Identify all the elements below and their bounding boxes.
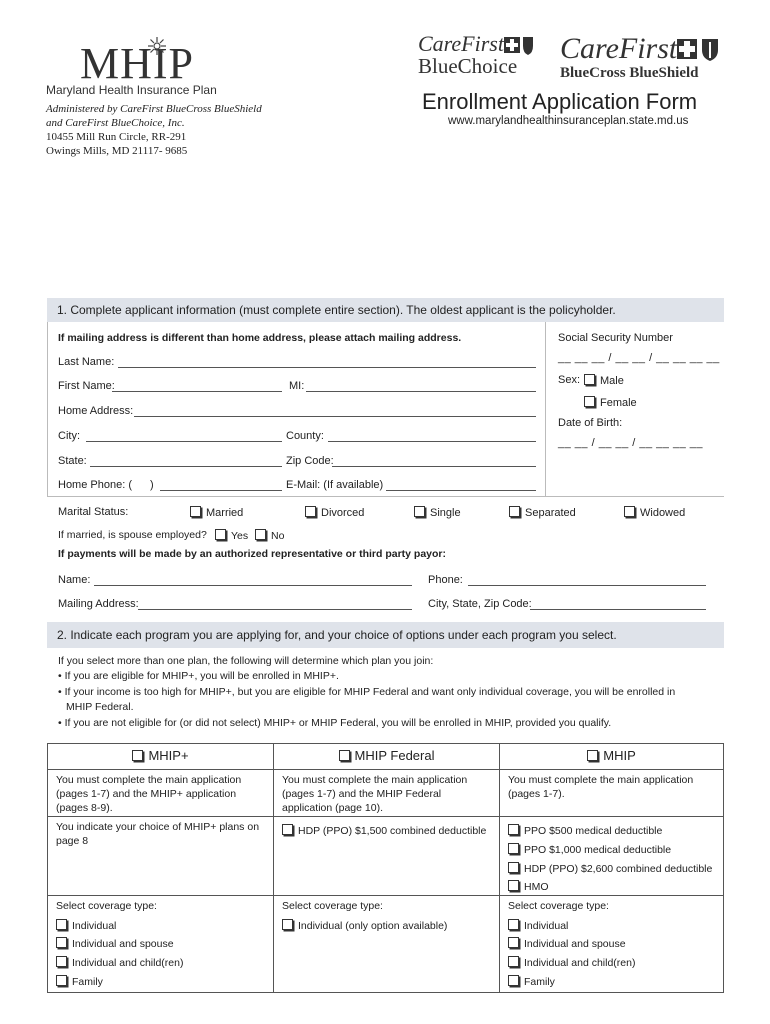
sex-label: Sex: [558, 374, 581, 386]
section1-box [47, 322, 724, 496]
first-name-field[interactable] [112, 391, 282, 392]
mhip-family-label: Family [524, 976, 555, 988]
section1-header: 1. Complete applicant information (must complete entire section). The oldest applicant is the policyholder. [47, 298, 724, 322]
mhip-children-option[interactable] [508, 956, 635, 969]
mhip-plus-children-label: Individual and child(ren) [72, 957, 184, 969]
spouse-yes-label: Yes [231, 530, 249, 542]
mhip-plus-checkbox[interactable] [132, 750, 143, 761]
mhip-plus-coverage-label: Select coverage type: [56, 900, 157, 912]
mhip-ppo500-label: PPO $500 medical deductible [524, 825, 663, 837]
mhip-plus-children-checkbox[interactable] [56, 956, 67, 967]
section2-intro: If you select more than one plan, the following will determine which plan you join: [58, 655, 434, 667]
married-checkbox[interactable] [190, 506, 201, 517]
mhip-family-checkbox[interactable] [508, 975, 519, 986]
separated-option[interactable] [509, 506, 576, 519]
mhip-checkbox[interactable] [587, 750, 598, 761]
carefirst-bcbs-top: CareFirst [560, 32, 678, 65]
mhip-federal-checkbox[interactable] [339, 750, 350, 761]
single-label: Single [430, 507, 461, 519]
spouse-yes-option[interactable] [215, 529, 248, 542]
mhip-hmo-checkbox[interactable] [508, 880, 519, 891]
mhip-plus-family-checkbox[interactable] [56, 975, 67, 986]
spouse-yes-checkbox[interactable] [215, 529, 226, 540]
male-checkbox[interactable] [584, 374, 595, 385]
mhip-individual-checkbox[interactable] [508, 919, 519, 930]
mhip-ppo1000-checkbox[interactable] [508, 843, 519, 854]
mhip-coverage-label: Select coverage type: [508, 900, 609, 912]
county-label: County: [286, 430, 324, 442]
zip-field[interactable] [332, 466, 536, 467]
separated-label: Separated [525, 507, 576, 519]
mhip-plus-individual-option[interactable] [56, 919, 116, 932]
state-field[interactable] [90, 466, 282, 467]
ssn-field[interactable]: __ __ __ / __ __ / __ __ __ __ [558, 352, 720, 364]
section1-divider [545, 322, 546, 496]
mhip-ppo500-checkbox[interactable] [508, 824, 519, 835]
mhip-plus-family-label: Family [72, 976, 103, 988]
payor-name-field[interactable] [94, 585, 412, 586]
mhip-logo [80, 38, 194, 89]
widowed-option[interactable] [624, 506, 685, 519]
divorced-option[interactable] [305, 506, 364, 519]
widowed-checkbox[interactable] [624, 506, 635, 517]
blue-cross-icon [503, 36, 535, 56]
section1-left-line [47, 322, 48, 496]
section2-bullet1: • If you are eligible for MHIP+, you will be enrolled in MHIP+. [58, 670, 339, 682]
female-label: Female [600, 397, 637, 409]
carefirst-bluechoice-top: CareFirst [418, 31, 504, 56]
payor-phone-label: Phone: [428, 574, 463, 586]
last-name-field[interactable] [118, 367, 536, 368]
mhip-plus-individual-checkbox[interactable] [56, 919, 67, 930]
table-row-line-2 [48, 816, 723, 817]
payor-mailing-field[interactable] [138, 609, 412, 610]
payor-phone-field[interactable] [468, 585, 706, 586]
mhip-plus-header[interactable] [48, 748, 273, 763]
mhip-plus-spouse-label: Individual and spouse [72, 938, 174, 950]
dob-label: Date of Birth: [558, 417, 623, 429]
male-label: Male [600, 375, 624, 387]
female-option[interactable] [584, 396, 637, 409]
mhip-federal-individual-option[interactable] [282, 919, 447, 932]
mhip-hmo-option[interactable] [508, 880, 549, 893]
divorced-checkbox[interactable] [305, 506, 316, 517]
spouse-employed-label: If married, is spouse employed? [58, 529, 207, 541]
home-phone-label: Home Phone: ( [58, 479, 132, 491]
state-label: State: [58, 455, 87, 467]
mhip-individual-option[interactable] [508, 919, 568, 932]
dob-field[interactable]: __ __ / __ __ / __ __ __ __ [558, 437, 704, 449]
home-phone-close: ) [150, 479, 154, 491]
table-row-line-3 [48, 895, 723, 896]
section2-bullet2b: MHIP Federal. [66, 701, 134, 713]
mhip-plus-header-label: MHIP+ [148, 748, 189, 763]
mhip-children-label: Individual and child(ren) [524, 957, 636, 969]
city-field[interactable] [86, 441, 282, 442]
table-row-line-1 [48, 769, 723, 770]
married-label: Married [206, 507, 244, 519]
mhip-ppo500-option[interactable] [508, 824, 662, 837]
website: www.marylandhealthinsuranceplan.state.md.us [448, 115, 689, 127]
mhip-hdp2600-option[interactable] [508, 862, 712, 875]
mhip-federal-requirement: You must complete the main application (pages 1-7) and the MHIP Federal application (page 10). [282, 774, 468, 814]
mhip-hdp2600-label: HDP (PPO) $2,600 combined deductible [524, 863, 713, 875]
mhip-children-checkbox[interactable] [508, 956, 519, 967]
mhip-header[interactable] [500, 748, 723, 763]
mhip-spouse-label: Individual and spouse [524, 938, 626, 950]
mhip-plus-children-option[interactable] [56, 956, 183, 969]
mhip-federal-hdp-checkbox[interactable] [282, 824, 293, 835]
mhip-ppo1000-label: PPO $1,000 medical deductible [524, 844, 672, 856]
single-checkbox[interactable] [414, 506, 425, 517]
payor-city-state-zip-field[interactable] [530, 609, 706, 610]
home-phone-field[interactable] [160, 490, 282, 491]
flower-icon [147, 36, 167, 56]
mhip-federal-header[interactable] [274, 748, 499, 763]
admin-line2: and CareFirst BlueChoice, Inc. [46, 117, 185, 129]
payor-note: If payments will be made by an authorized representative or third party payor: [58, 548, 447, 560]
widowed-label: Widowed [640, 507, 686, 519]
carefirst-bcbs-bottom: BlueCross BlueShield [560, 65, 699, 81]
male-option[interactable] [584, 374, 624, 387]
city-label: City: [58, 430, 80, 442]
mailing-note: If mailing address is different than home address, please attach mailing address. [58, 332, 462, 344]
payor-name-label: Name: [58, 574, 91, 586]
mhip-federal-coverage-label: Select coverage type: [282, 900, 383, 912]
mhip-spouse-option[interactable] [508, 937, 626, 950]
blue-shield-icon [676, 38, 724, 62]
address-line2: Owings Mills, MD 21117- 9685 [46, 145, 188, 157]
single-option[interactable] [414, 506, 461, 519]
mhip-family-option[interactable] [508, 975, 555, 988]
spouse-no-checkbox[interactable] [255, 529, 266, 540]
first-name-label: First Name: [58, 380, 115, 392]
org-name: Maryland Health Insurance Plan [46, 83, 217, 97]
mhip-federal-header-label: MHIP Federal [354, 748, 435, 763]
spouse-no-option[interactable] [255, 529, 284, 542]
program-table [47, 743, 724, 993]
mhip-federal-hdp-option[interactable] [282, 824, 486, 837]
mhip-federal-hdp-label: HDP (PPO) $1,500 combined deductible [298, 825, 487, 837]
mhip-requirement: You must complete the main application (pages 1-7). [508, 774, 694, 800]
mhip-ppo1000-option[interactable] [508, 843, 671, 856]
married-option[interactable] [190, 506, 243, 519]
separated-checkbox[interactable] [509, 506, 520, 517]
mi-label: MI: [289, 380, 305, 392]
mhip-hmo-label: HMO [524, 881, 549, 893]
mhip-plus-spouse-option[interactable] [56, 937, 174, 950]
female-checkbox[interactable] [584, 396, 595, 407]
email-label: E-Mail: (If available) [286, 479, 384, 491]
section1-bottom-line [47, 496, 724, 497]
mhip-hdp2600-checkbox[interactable] [508, 862, 519, 873]
divorced-label: Divorced [321, 507, 365, 519]
mhip-spouse-checkbox[interactable] [508, 937, 519, 948]
mhip-federal-individual-label: Individual (only option available) [298, 920, 448, 932]
email-field[interactable] [386, 490, 536, 491]
form-title: Enrollment Application Form [422, 89, 698, 114]
mi-field[interactable] [306, 391, 536, 392]
payor-mailing-label: Mailing Address: [58, 598, 139, 610]
section2-bullet3: • If you are not eligible for (or did not select) MHIP+ or MHIP Federal, you will be enrolled in MHIP, provided you qualify. [58, 717, 612, 729]
home-address-label: Home Address: [58, 405, 134, 417]
marital-status-label: Marital Status: [58, 506, 129, 518]
mhip-header-label: MHIP [603, 748, 636, 763]
county-field[interactable] [328, 441, 536, 442]
mhip-individual-label: Individual [524, 920, 569, 932]
section2-header: 2. Indicate each program you are applying for, and your choice of options under each program you select. [47, 622, 724, 648]
mhip-plus-individual-label: Individual [72, 920, 117, 932]
mhip-plus-plans-note: You indicate your choice of MHIP+ plans on page 8 [56, 821, 260, 847]
payor-city-state-zip-label: City, State, Zip Code: [428, 598, 532, 610]
mhip-logo-text: MHIP [80, 39, 195, 88]
mhip-plus-family-option[interactable] [56, 975, 103, 988]
admin-line1: Administered by CareFirst BlueCross BlueShield [46, 103, 262, 115]
ssn-label: Social Security Number [558, 332, 673, 344]
zip-label: Zip Code: [286, 455, 334, 467]
mhip-federal-individual-checkbox[interactable] [282, 919, 293, 930]
mhip-plus-requirement: You must complete the main application (pages 1-7) and the MHIP+ application (pages 8-9). [56, 774, 242, 814]
spouse-no-label: No [271, 530, 285, 542]
carefirst-bluechoice-bottom: BlueChoice [418, 54, 518, 78]
mhip-plus-spouse-checkbox[interactable] [56, 937, 67, 948]
last-name-label: Last Name: [58, 356, 115, 368]
home-address-field[interactable] [134, 416, 536, 417]
section2-bullet2: • If your income is too high for MHIP+, but you are eligible for MHIP Federal and want only individual coverage, you will be enrolled in [58, 686, 676, 698]
address-line1: 10455 Mill Run Circle, RR-291 [46, 131, 187, 143]
